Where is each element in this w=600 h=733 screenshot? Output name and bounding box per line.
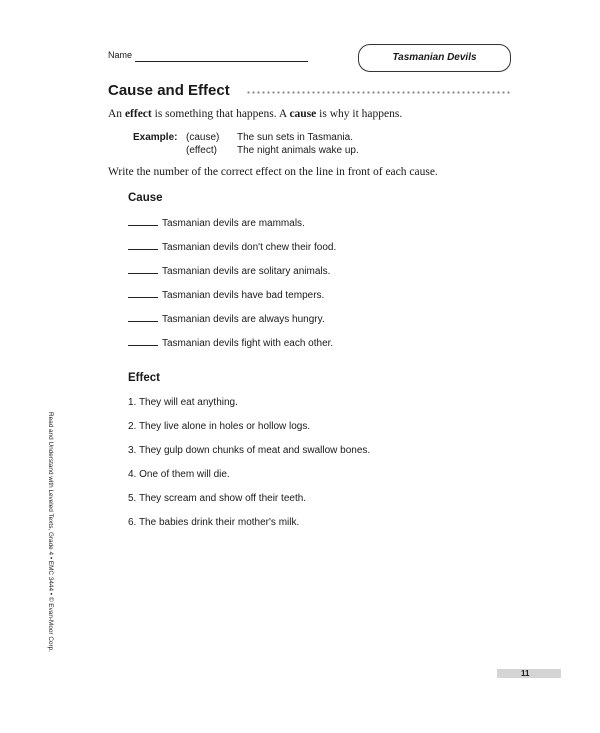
title-dotted-rule — [246, 91, 512, 94]
cause-text: Tasmanian devils have bad tempers. — [162, 290, 325, 301]
answer-blank[interactable] — [128, 248, 158, 250]
cause-row — [128, 314, 325, 325]
cause-text: Tasmanian devils are always hungry. — [162, 314, 325, 325]
cause-text: Tasmanian devils fight with each other. — [162, 338, 334, 349]
effect-item: 3. They gulp down chunks of meat and swallow bones. — [128, 445, 371, 456]
cause-text: Tasmanian devils don't chew their food. — [162, 242, 337, 253]
answer-blank[interactable] — [128, 224, 158, 226]
sidebar-credit: Read and Understand with Leveled Texts, Grade 4 • EMC 3444 • © Evan-Moor Corp. — [47, 412, 54, 652]
instructions: Write the number of the correct effect on the line in front of each cause. — [108, 166, 438, 178]
answer-blank[interactable] — [128, 320, 158, 322]
effect-item: 5. They scream and show off their teeth. — [128, 493, 307, 504]
example-label: Example: — [133, 132, 178, 143]
cause-row — [128, 290, 324, 301]
page-number: 11 — [521, 669, 530, 678]
effect-item: 6. The babies drink their mother's milk. — [128, 517, 300, 528]
answer-blank[interactable] — [128, 296, 158, 298]
example-effect-tag: (effect) — [186, 145, 217, 156]
answer-blank[interactable] — [128, 344, 158, 346]
topic-title: Tasmanian Devils — [392, 52, 477, 63]
example-effect-text: The night animals wake up. — [237, 145, 359, 156]
cause-row — [128, 338, 333, 349]
intro-text: An effect is something that happens. A cause is why it happens. — [108, 108, 403, 120]
name-line — [135, 61, 308, 62]
effect-item: 4. One of them will die. — [128, 469, 230, 480]
effect-item: 2. They live alone in holes or hollow logs. — [128, 421, 311, 432]
effect-item: 1. They will eat anything. — [128, 397, 238, 408]
cause-row — [128, 266, 330, 277]
cause-row — [128, 242, 336, 253]
effect-heading: Effect — [128, 372, 160, 384]
example-cause-tag: (cause) — [186, 132, 220, 143]
cause-row — [128, 218, 305, 229]
page-title: Cause and Effect — [108, 82, 230, 99]
cause-text: Tasmanian devils are mammals. — [162, 218, 305, 229]
name-label: Name — [108, 50, 133, 60]
cause-heading: Cause — [128, 192, 163, 204]
answer-blank[interactable] — [128, 272, 158, 274]
example-cause-text: The sun sets in Tasmania. — [237, 132, 353, 143]
cause-text: Tasmanian devils are solitary animals. — [162, 266, 331, 277]
